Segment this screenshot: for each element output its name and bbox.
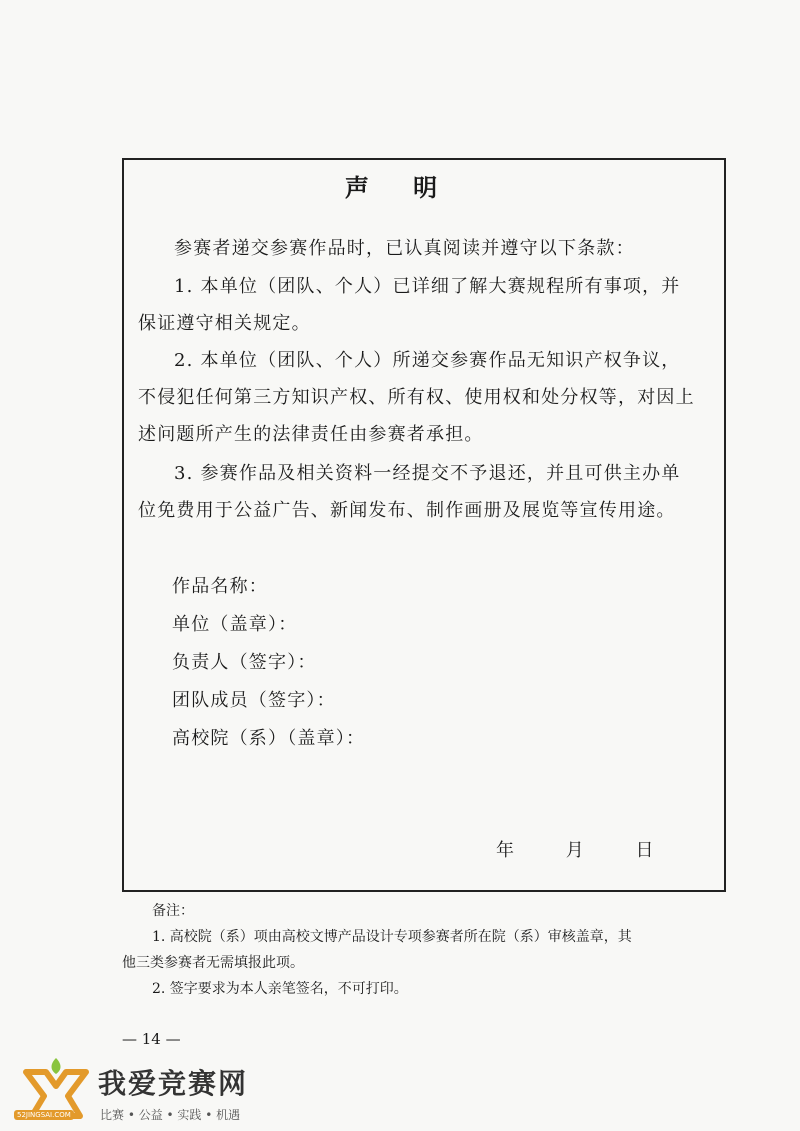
notes-section xyxy=(122,898,726,1002)
field-team-signature: 团队成员（签字）： xyxy=(172,690,336,711)
clause-1 xyxy=(138,268,718,342)
date-year: 年 xyxy=(496,840,514,861)
clause-2-line-2: 不侵犯任何第三方知识产权、所有权、使用权和处分权等，对因上 xyxy=(138,387,695,408)
notes-heading: 备注： xyxy=(152,903,194,919)
note-1-line-1: 1. 高校院（系）项由高校文博产品设计专项参赛者所在院（系）审核盖章，其 xyxy=(152,929,632,945)
intro-paragraph xyxy=(138,230,718,267)
intro-text: 参赛者递交参赛作品时，已认真阅读并遵守以下条款： xyxy=(174,238,635,259)
field-department-seal: 高校院（系）（盖章）： xyxy=(172,728,366,749)
watermark xyxy=(14,1054,294,1126)
date-month: 月 xyxy=(565,840,584,861)
clause-3 xyxy=(138,455,718,529)
date-day: 日 xyxy=(635,840,654,861)
field-work-name: 作品名称： xyxy=(172,576,268,597)
clause-2 xyxy=(138,342,718,453)
clause-1-line-1: 1. 本单位（团队、个人）已详细了解大赛规程所有事项，并 xyxy=(174,276,681,297)
watermark-site-name: 我爱竞赛网 xyxy=(98,1067,249,1100)
declaration-title: 声 明 xyxy=(344,173,456,202)
note-2: 2. 签字要求为本人亲笔签名，不可打印。 xyxy=(152,981,408,997)
note-1-line-2: 他三类参赛者无需填报此项。 xyxy=(122,955,304,971)
clause-1-line-2: 保证遵守相关规定。 xyxy=(138,313,311,334)
clause-2-line-1: 2. 本单位（团队、个人）所递交参赛作品无知识产权争议， xyxy=(174,350,681,371)
date-line xyxy=(496,836,653,862)
page-number: — 14 — xyxy=(122,1030,181,1048)
clause-3-line-1: 3. 参赛作品及相关资料一经提交不予退还，并且可供主办单 xyxy=(174,463,681,484)
watermark-url: 52JINGSAI.COM xyxy=(14,1110,74,1120)
watermark-tagline: 比赛 • 公益 • 实践 • 机遇 xyxy=(100,1108,241,1122)
field-unit-seal: 单位（盖章）： xyxy=(172,614,298,635)
clause-3-line-2: 位免费用于公益广告、新闻发布、制作画册及展览等宣传用途。 xyxy=(138,500,676,521)
field-leader-signature: 负责人（签字）： xyxy=(172,652,317,673)
clause-2-line-3: 述问题所产生的法律责任由参赛者承担。 xyxy=(138,424,484,445)
